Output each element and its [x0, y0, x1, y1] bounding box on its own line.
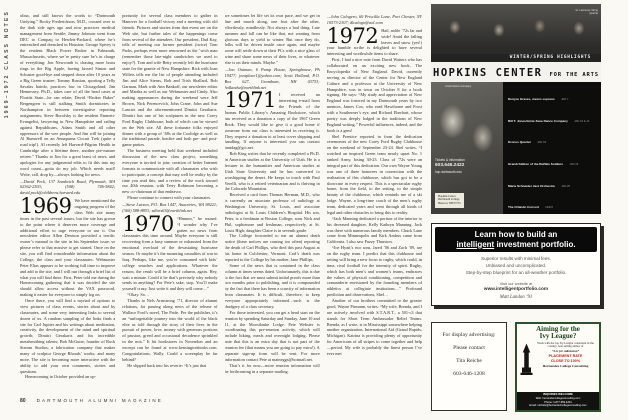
notes-column-3 — [225, 13, 320, 392]
notes-block: Homecoming in October provided an op- — [25, 374, 96, 380]
ivy-title — [517, 326, 599, 341]
ivy-inquiries: INQUIRIES WELCOME — [543, 392, 573, 397]
notes-block: —John Calogero, 60 Priscilla Lane, Port Chester, NY 10573-2307; dlcalogo@aol.com — [326, 14, 422, 25]
class-notes-columns — [20, 13, 422, 392]
event-name: Maria Schneider Jazz Orchestra — [508, 183, 555, 188]
notes-block: We have mentioned the ongoing progress of the class Web site many times in the past several issues, but the site has grown to the point where it deserves more coverage and additional effort to urge everyone to use it. Our newsletter editor Allen Denison provided a terrific owner’s manual to the site in his September issue, so please refer to that missive to get started. Once on the site, you will find considerable information about the College, the class and your classmates. Webmaster Peter Elias appears to be working full time to improve and add to the site, and I will run through a brief list of what you will find there. First, Peter told me during the Homecoming gathering that it was decided the site should allow access without the VAX password, making it easier for everyone to simply log on. — [20, 198, 116, 298]
notes-block: olina, and still knows the words to “Dartmouth Undying.” Rocky Frederickson, M.D., crossed over to the dark side ages ago and now practices medical management from Seattle; Jimmy Johnson went from DEC to Compaq to Hewlett-Packard, where he’s entrenched and drenched in Houston; George Spivey is the resident Black Power Broker in Falmouth, Massachusetts, where we’re pretty sure he’s in charge of everything; Jon Newcomb is chasing more brass rings in the Big Apple, having kissed Simon and Schuster good-bye and stepped down after 10 years as a Big Green trustee; Tommy Russian, sporting a Telly Savalas hairdo, practices law in Chicagoland; Jim Hennessey, Ph.D., takes care of all the head cases at Florida State—he can relate; David “Broker Baker” Bergengren is still stalking Smith dormitories in Northampton in between investigative reporting assignments; Steve Borofsky is the resident Emmett-Evangelist, lawyering in New Hampshire and railing against Republicans, Adam Smith and all other oppressors of the wee people. And Jim will be joining Al Rumwell on an Annapurna Circuit Trek (quite a road trip!). Al recently left Harvard-Pilgrim Health in Cambridge after a lifetime there, another pre-mature retiree.” Thanks to Jim for a great burst of news, and apologies for any judgmental edits to fit this into my word count—gotta do my job. Which needs mail! Write, call, drop by—always looking for news. — [20, 13, 116, 177]
portfolio-body-line: Unbiased and uncomplicated. — [485, 263, 547, 269]
notes-block: He slipped back into his reverie: “It’s just that — [127, 362, 207, 368]
event-item — [508, 194, 598, 213]
ivy-text — [534, 342, 597, 382]
portfolio-url: www.intelligentportfolio.com — [483, 285, 549, 291]
notes-column-4 — [327, 13, 422, 392]
notes-block: we sometimes let life set its own pace, and we get in line and march along, one foot after the other, effortlessly, mindlessly. Not always a bad thing. Late summer and fall can be like that, not wanting from glorious days to yield to winter. But once they do, folks will be driven inside once again, and maybe some will settle down at their PCs with a nice glass of wine and share some news of their lives, or whatever else is on their minds. Maybe.” — [224, 13, 320, 65]
ivy-league-ad — [515, 322, 601, 412]
ivy-middle — [517, 341, 599, 382]
ivy-phone: Phone: 1-877-659-4204 — [544, 400, 572, 404]
event-date: JAN 19 — [569, 163, 579, 167]
display-ad-line: Please contact — [453, 344, 485, 351]
notes-block: I received an interesting e-mail from the Friends of the Juneau Public Library’s Amazing Bookstore, which has received as a donation a copy of the 1967 Green Book. They would like to give it a good home if someone from our class is interested in receiving it. They request a donation to at least cover shipping and handling. If anyone is interested you can contact bmidag@gci.net. — [224, 92, 320, 151]
investment-portfolio-ad — [431, 223, 601, 306]
portfolio-body-line: Superior results with minimal fees. — [481, 256, 551, 262]
headline-rest: investment portfolio. — [494, 239, 576, 249]
underlined-word: intelligent — [456, 239, 495, 249]
spine-label: 1969–1972 CLASS NOTES — [4, 10, 10, 119]
notes-block: “Hmmm,” he mused. “I wonder why I’ve gotten no news from classmates this time around. Maybe everyone is still recovering from a busy summer or exhausted from the emotional overload of the devastating hurricane season. Or maybe it’s the mounting casualties of war in Iraq. Perhaps, like me, you’re consumed with kids’ college searches and applications. Whatever the reason, the result will be a brief column, again. Hey, wait a minute. Could it be that’s precisely why nobody sends in anything? For Pete’s sake, stop. You’ll make yourself crazy. Just write it and they will come…” — [122, 215, 218, 292]
notes-block: “Okay. So… — [127, 292, 150, 298]
event-item — [508, 108, 598, 127]
hopkins-address-line: Hopkins Center — [438, 194, 456, 198]
event-name: Grandchildren of the Buffalo Soldiers — [508, 162, 564, 167]
notes-block: Received a card from Thomas Herman, M.D., who is currently an associate professor of radiology at Washington University, St. Louis, and associate radiologist at St. Louis Children’s Hospital. His son, Peter, is a freshman at Boston College; sons Nick and Phil, sophomore and freshman, respectively, at St. Louis High; daughter Claire is in seventh grade. — [224, 192, 320, 233]
event-item — [508, 86, 598, 105]
hopkins-phone: 603.646.2422 — [435, 162, 465, 168]
hopkins-event-list — [503, 82, 601, 214]
ivy-contact-bar — [517, 392, 599, 410]
event-date: JAN 18 — [537, 141, 546, 145]
portfolio-headline-line1: Learn how to build an — [474, 230, 558, 239]
event-date: FEB 8 — [545, 206, 553, 210]
page-number: 80 — [20, 398, 26, 404]
notes-block: For those interested, you can get a head start on the reunion by spending Saturday and Sunday, June 10 and 11, at the Moosilauke Lodge. Pete Webster is coordinating this pre-reunion activity, which will include hiking, meals and overnight lodging. Please note that this is an extra day that is not part of the reunion fee (that means you are going to pay extra!). A separate sign-up form will be sent. For more information contact Pete at maineggs@hotmail.net. — [224, 309, 320, 362]
hopkins-address — [435, 193, 464, 208]
tickets-label: Tickets & Information — [435, 158, 465, 163]
event-date: JAN 25 — [561, 184, 571, 188]
event-name: Kronos Quartet — [508, 140, 531, 145]
portfolio-body — [435, 256, 597, 277]
ivy-web: Web: hernandezcollegeconsulting.com — [535, 396, 581, 400]
portfolio-body-line: Step-by-step blueprint for an all-weather portfolio. — [465, 269, 567, 275]
display-ad-line: For display advertising: — [442, 331, 496, 338]
notes-block: —Jon Oatman, 6 Pump House, Springhouse, PA 19477; jonsplace1@yahoo.com; Scott Holland, P.O. Box 627, Grantham, NH 03753; hollandw@earthlink.net — [224, 66, 320, 90]
notes-block: Some of the news that is contained in the class column at times seems dated. Unfortunately, this is due to the fact that we must submit initial proofs more than two months prior to publishing, and it is compounded by the fact that there has been a scarcity of information from classmates. It is difficult, therefore, to keep everyone appropriately informed…such is the drudgery of a class secretary. — [224, 262, 320, 309]
hopkins-titlebar — [431, 62, 601, 82]
hopkins-center-ad — [431, 4, 601, 214]
notes-column-1 — [20, 13, 115, 392]
ivy-body: Work with the top Ivy League consultant in the country, best selling author of — [537, 340, 594, 349]
event-date: JAN 13 & 14 — [574, 119, 590, 123]
notes-block: Thanks to Nels Armstrong ’71, director of alumni relations, for passing along news of the release of Wallace Ford’s novel, The Pride. Per the publisher, it’s an “unforgettable journey into the world of the black elite as told through the story of their lives in the pursuit of power, love, money with generous portions of passion, greed and occasional decadence sprinkled in the mix.” It hit bookstores in November and an excerpt can be found at www.kensingtonbooks.com. Congratulations, Wally. Could a screenplay be far behind? — [122, 298, 218, 362]
display-ad-line: 603-646-1208 — [453, 370, 485, 377]
notes-block: 1969 — [20, 194, 72, 219]
ivy-title-line2: Ivy League? — [539, 332, 577, 341]
bottom-ad-row — [431, 322, 611, 412]
ivy-email: Email: michele@hernandezcollegeconsulting.com — [529, 404, 587, 408]
notes-block: Please continue to connect with your classmates. — [127, 195, 212, 201]
dance-photo — [431, 82, 503, 214]
ivy-book-title: “A is for Admission” — [551, 349, 580, 354]
hopkins-website: hop.dartmouth.edu — [435, 169, 462, 174]
notes-block: “Joe Hyatt’s two sons, Jared ’06 and Zach ’09, are on the rugby team. I predict that this clubhouse and setting will bring a new focus to rugby, which could, in time, rival football for the intensity of spirit. Rugby, which has both men’s and women’s teams, embraces the values of physical conditioning, competition and camaraderie envisioned by the founding members of athletics at collegiate institutions…” Profound prediction and observations, Shel… — [326, 245, 422, 298]
tower-illustration — [519, 342, 534, 382]
page-footer — [20, 398, 163, 404]
portfolio-signature: Matt Landon ’91 — [499, 294, 533, 300]
notes-block: “Jack Manning dedicated a portion of the interior to his deceased daughter, Kelly Kathryn Manning. Jack was there with numerous family members. Chuck Lane came from Minneapolis and Kirk Andrus came from California. I also saw Fuzzy Thurston. — [326, 215, 422, 245]
notes-block: Once there, you will find a myriad of options to view pictures of class events, stories about and by classmates, and some very interesting links to several dozen of us. A random sampling of the links finds a site for Carl Jupiter and his writings about meditation, creativity, the development of the mind and spiritual growth; Dimitri Gerakaris and his incredible metalsmithing talents; Bob McGuire, founder of Rock Stream Studios, a fabrication company that makes many of sculptor George Rhoads’ works; and many more. The site is becoming more interactive with the ability to add your own comments, stories and questions. — [20, 298, 116, 374]
notes-block: Another of our brothers committed to the greater good, Wayne Pirmann, writes: “My wife, Brenda, and I are actively involved with S.T.A.R.T., a 501-c3 that stands for Short Term Ambassador Relief Teams. Brenda, as I write, is in Mississippi somewhere helping another organization, International Aid (Grand Rapids, Michigan). Katrina is providing plenty of opportunity for Americans of all stripes to come together and help—period. My wife is probably the finest person I’ve ever met — [326, 298, 422, 356]
ad-rail — [431, 4, 611, 412]
notes-block: That’s it for now—more reunion information will be forthcoming in a separate mailing. — [224, 362, 320, 374]
event-name: Denyce Graves, mezzo soprano — [508, 97, 555, 101]
hopkins-body — [431, 82, 601, 214]
notes-block: portunity for several class members to gather in Hanover for a football victory and a meeting with old friends. Pictures and stories from that event are on the Web site, but further tales of the happenings come from several of the attendees. Our president, Dud Kay, tells of meeting our former president (twice) Tom Parks, perhaps even more renowned as the ’wich man (remember those late-night sandwiches we used to enjoy?). Tom and wife Betty recently left the hurricane state for the granite of New Hampshire. Rick with Joan Willets tells me the list of people attending included Jim and Alice Sterns, Bob and Trish Shallard, Bob Garman, Mark with Ann Bankoff, our newsletter editor and Martha as well as our Webmaster and Cindy. Also making appearances during the weekend were Jeff Brown, Nick Perencevich, John Crane, John and Sue Lanctot and the aforementioned Dimitri Gerakaris. Dimitri has one of his sculptures in the new Corey Ford Rugby Clubhouse, both of which can be viewed on the Web site. All these fortunate folks enjoyed dinner with a group of ’68s at the Coolidge as well as the traditional parade, bonfire and both pre- and post-game parties. — [122, 13, 218, 148]
quartet-photo — [431, 4, 601, 62]
notes-block: The College forwarded to me an alumni death notice (these notices are coming too often) reporting the death of Carl Phillips, who died this past August at his home in Colchester, Vermont. Carl’s death was reported to the College by his mother, Jane Phillips. — [224, 233, 320, 262]
notes-column-2 — [122, 13, 217, 392]
quartet-photo-caption: St. Lawrence String Quartet — [575, 9, 598, 16]
event-item — [508, 173, 598, 192]
notes-block: Shel Prentice reported in from the dedication ceremonies of the new Corey Ford Rugby Clubhouse on the weekend of September 23-24. Shel writes, “I watched an inspired Green team nearly upset No. 1 ranked Army, losing 30-23. Class of ’72s were an integral part of this dedication. Our own Wayne Young was one of three honorees in connection with the realization of this clubhouse, which has got to be a showcase in every respect. This is a spectacular rugby home, from the field, to the setting, to the simple beauty of the clubhouse, which reminds me of a ski lodge. Wayne, a long-time coach of the men’s rugby team, dedicated years and went through all kinds of legal and other obstacles to bring this to reality. — [326, 133, 422, 215]
notes-block: Bob King writes that he recently completed a Ph.D. in American studies at the University of Utah. He is a lecturer in the humanities and American studies at Utah State University and he has converted to worshipping the desert. He keeps in touch with Paul Verelli, who is a retired veterinarian and is thriving in the Colorado Mountains. — [224, 151, 320, 192]
notes-block: 1972 — [326, 23, 379, 48]
ivy-company-name: Hernandez College Consulting — [542, 364, 589, 369]
winter-spring-banner: WINTER/SPRING HIGHLIGHTS — [431, 54, 601, 62]
portfolio-headline-line2 — [436, 240, 596, 250]
event-date: JAN 7 — [561, 98, 569, 101]
hopkins-address-line: Hanover, NH 03755 — [438, 202, 461, 206]
notes-block: First, I had a nice note from David Watters who has collaborated on an exciting new book, The Encyclopedia of New England. David, currently serving as director of the Center for New England Culture and a professor at the University of New Hampshire, was in town on October 8 for a book signing. He says: “My study and appreciation of New England was fostered in my Dartmouth years by two mentors, James Cox, who read Hawthorne and Frost with a Southerner’s eye, and Richard Eberhart, whose poetry was deeply lodged in the traditions of New England writing.” Powerful influences, indeed, and the book is a gem! — [326, 57, 422, 133]
event-name: Bill T. Jones/Arnie Zane Dance Company — [508, 118, 568, 123]
event-item — [508, 129, 598, 148]
notes-block: —David Peck, 137 Sandwich Road, Plymouth, MA 02362-2503; (508) 746-5842; david.peck@childrens.harvard.edu — [20, 178, 116, 196]
magazine-name: DARTMOUTH ALUMNI MAGAZINE — [36, 398, 163, 403]
event-item — [508, 151, 598, 170]
hopkins-title: HOPKINS CENTER — [433, 67, 543, 79]
display-ad-line: Tita Reiche — [456, 357, 482, 364]
notes-block: Hail, noble ’72s far and wide! Amid the falling leaves and snow (yes!) your humble scribe is delighted to have several interesting and worthwhile items to share. — [326, 27, 422, 57]
event-name: The Orlando Consort — [508, 205, 539, 210]
display-advertising-ad — [431, 322, 507, 411]
notes-block: The business meeting held that weekend included discussion of the new class project, something everyone is invited to join; creation of better Internet formats to communicate with all classmates who wish to participate, a concept that may well be reality by the time you read this; and a review of the work toward our 40th reunion, with Terry Robinson becoming a new co-chairman of that endeavor. — [122, 148, 218, 195]
notes-block: 1971 — [224, 88, 276, 113]
hopkins-contact — [435, 158, 465, 174]
ivy-title-line1: Aiming for the — [536, 324, 580, 333]
dance-photo-caption: Limón Dance Company — [445, 85, 472, 88]
portfolio-visit-label: Visit our website at — [499, 280, 533, 286]
ivy-placement-rate: PLACEMENT RATE CLOSE TO 100% — [548, 354, 583, 363]
hopkins-address-line: Dartmouth College — [438, 198, 460, 202]
notes-block: 1970 — [122, 211, 174, 236]
hopkins-title-suffix: FOR THE ARTS — [549, 72, 599, 78]
notes-block: —Steve Larson, P.O. Box 1447, Anacortes, WA 98221; (360) 588-8853; sdlars63@earthlink.net — [122, 202, 218, 213]
portfolio-headline — [435, 227, 597, 252]
